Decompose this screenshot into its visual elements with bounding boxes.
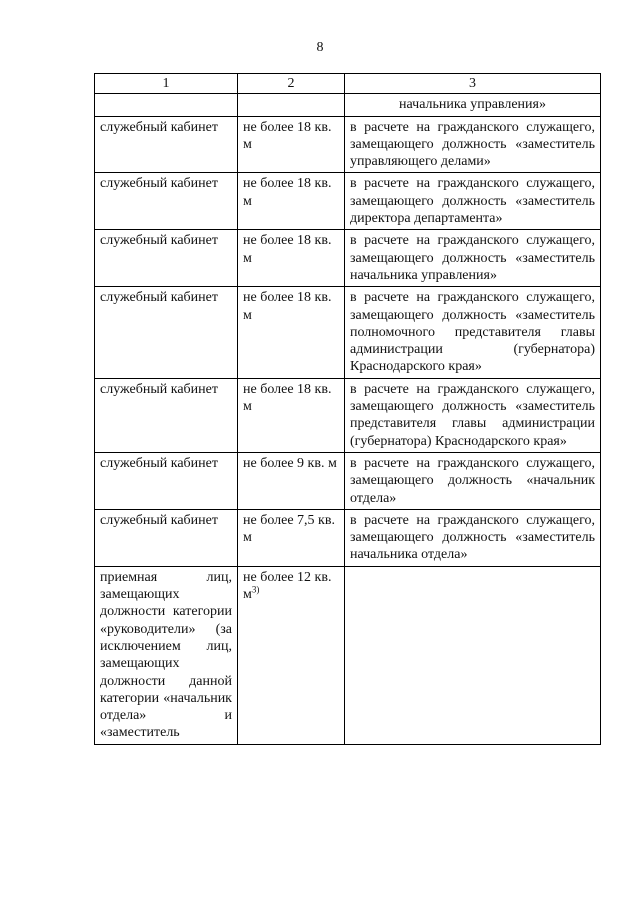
continuation-cell-1 [95,94,238,116]
area-norm [238,566,345,744]
calculation-basis: в расчете на гражданского служащего, замещающего должность «начальник отдела» [345,452,601,509]
area-norm: не более 18 кв. м [238,116,345,173]
table-row [95,378,601,452]
calculation-basis [345,566,601,744]
area-norm: не более 9 кв. м [238,452,345,509]
continuation-text: начальника управления» [345,94,601,116]
continuation-row [95,94,601,116]
table-row [95,116,601,173]
room-type: служебный кабинет [95,173,238,230]
table-row [95,173,601,230]
header-col-3: 3 [345,74,601,94]
premises-norms-table [94,73,601,745]
area-norm-text: не более 12 кв. м [243,569,332,603]
table-row [95,509,601,566]
room-type: служебный кабинет [95,452,238,509]
continuation-cell-2 [238,94,345,116]
area-norm: не более 7,5 кв. м [238,509,345,566]
area-norm: не более 18 кв. м [238,230,345,287]
room-type: служебный кабинет [95,509,238,566]
room-type: служебный кабинет [95,287,238,378]
table-row [95,287,601,378]
calculation-basis: в расчете на гражданского служащего, замещающего должность «заместитель управляющего делами» [345,116,601,173]
room-type: служебный кабинет [95,230,238,287]
header-col-2: 2 [238,74,345,94]
table-row-reception [95,566,601,744]
calculation-basis: в расчете на гражданского служащего, замещающего должность «заместитель начальника управления» [345,230,601,287]
room-type: служебный кабинет [95,116,238,173]
room-type: приемная лиц, замещающих должности категории «руководители» (за исключением лиц, замещающих должности данной категории «начальник отдела» и «заместитель [95,566,238,744]
calculation-basis: в расчете на гражданского служащего, замещающего должность «заместитель представителя главы администрации (губернатора) Краснодарского края» [345,378,601,452]
table-row [95,230,601,287]
area-norm: не более 18 кв. м [238,378,345,452]
room-type: служебный кабинет [95,378,238,452]
table-row [95,452,601,509]
footnote-marker: 3) [251,584,260,595]
area-norm: не более 18 кв. м [238,287,345,378]
table-header-row [95,74,601,94]
calculation-basis: в расчете на гражданского служащего, замещающего должность «заместитель директора департамента» [345,173,601,230]
header-col-1: 1 [95,74,238,94]
area-norm: не более 18 кв. м [238,173,345,230]
page-number: 8 [316,40,324,55]
calculation-basis: в расчете на гражданского служащего, замещающего должность «заместитель начальника отдела» [345,509,601,566]
calculation-basis: в расчете на гражданского служащего, замещающего должность «заместитель полномочного представителя главы администрации (губернатора) Краснодарского края» [345,287,601,378]
